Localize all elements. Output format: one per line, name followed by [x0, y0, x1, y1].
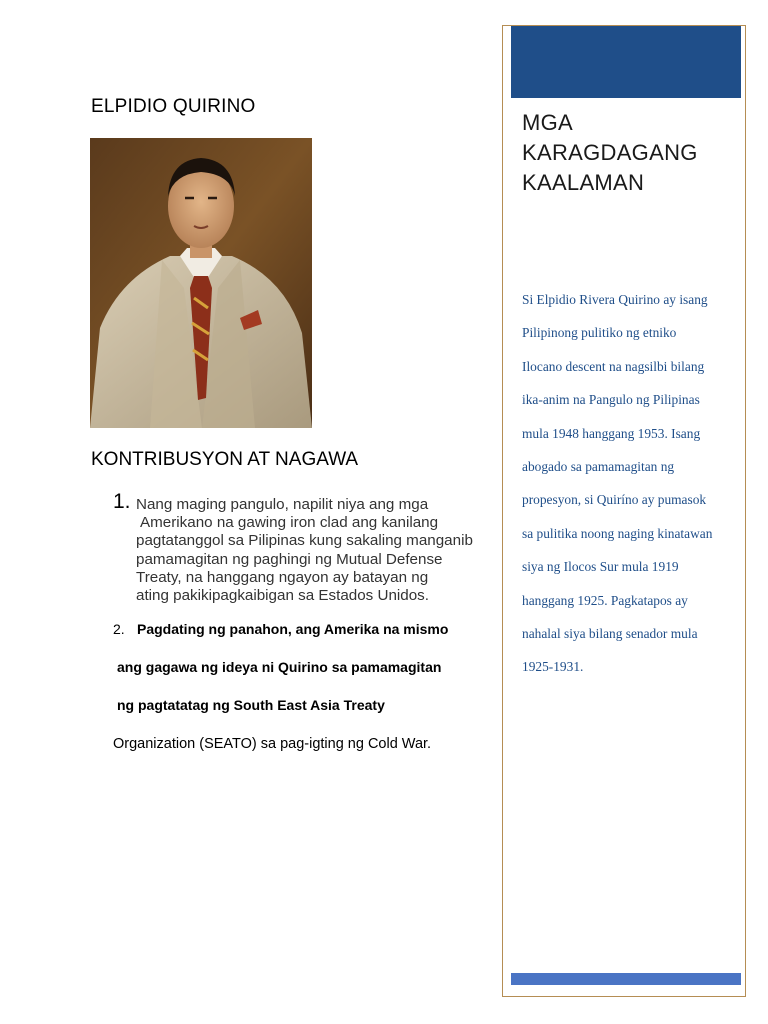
sidebar-title	[522, 108, 742, 198]
sidebar-body-line: 1925-1931.	[522, 659, 584, 675]
sidebar-body-line: siya ng Ilocos Sur mula 1919	[522, 559, 679, 575]
sidebar-title-line: KARAGDAGANG	[522, 140, 698, 165]
item-1-line: Amerikano na gawing iron clad ang kanilang	[140, 514, 439, 532]
item-1-line: Treaty, na hanggang ngayon ay batayan ng	[136, 568, 429, 586]
sidebar-body-line: Ilocano descent na nagsilbi bilang	[522, 358, 705, 374]
item-2-line: ng pagtatatag ng South East Asia Treaty	[117, 697, 385, 713]
sidebar-body-line: abogado sa pamamagitan ng	[522, 459, 675, 475]
sidebar-body	[522, 283, 740, 684]
sidebar-title-line: MGA	[522, 110, 574, 135]
sidebar-body-line: nahalal siya bilang senador mula	[522, 626, 698, 642]
sidebar-body-line: propesyon, si Quiríno ay pumasok	[522, 492, 707, 508]
sidebar-body-line: Pilipinong pulitiko ng etniko	[522, 325, 677, 341]
portrait-painting	[90, 138, 312, 428]
item-1-line: Nang maging pangulo, napilit niya ang mga	[136, 496, 429, 513]
portrait-image	[90, 138, 312, 428]
item-1-line: pagtatanggol sa Pilipinas kung sakaling manganib	[136, 532, 473, 550]
sidebar-body-line: Si Elpidio Rivera Quirino ay isang	[522, 292, 708, 307]
sidebar-body-line: hanggang 1925. Pagkatapos ay	[522, 592, 688, 608]
page-title: ELPIDIO QUIRINO	[91, 96, 256, 117]
section-heading: KONTRIBUSYON AT NAGAWA	[91, 449, 359, 470]
item-2-line: Organization (SEATO) sa pag-igting ng Cold War.	[113, 736, 432, 752]
sidebar-body-line: ika-anim na Pangulo ng Pilipinas	[522, 392, 700, 408]
item-1-text	[136, 496, 506, 605]
sidebar-body-line: mula 1948 hanggang 1953. Isang	[522, 425, 701, 441]
sidebar-panel	[502, 25, 746, 997]
sidebar-body-line: sa pulitika noong naging kinatawan	[522, 525, 713, 541]
item-2-number: 2.	[113, 621, 125, 637]
sidebar-top-bar	[511, 26, 741, 98]
item-1-line: ating pakikipagkaibigan sa Estados Unidos.	[136, 587, 429, 605]
item-2-line: ang gagawa ng ideya ni Quirino sa pamamagitan	[117, 659, 442, 675]
sidebar-bottom-bar	[511, 973, 741, 985]
sidebar-title-line: KAALAMAN	[522, 170, 645, 195]
item-1-number: 1.	[113, 490, 131, 513]
item-1-line: pamamagitan ng paghingi ng Mutual Defense	[136, 550, 443, 568]
item-2-line: Pagdating ng panahon, ang Amerika na mismo	[137, 621, 449, 637]
